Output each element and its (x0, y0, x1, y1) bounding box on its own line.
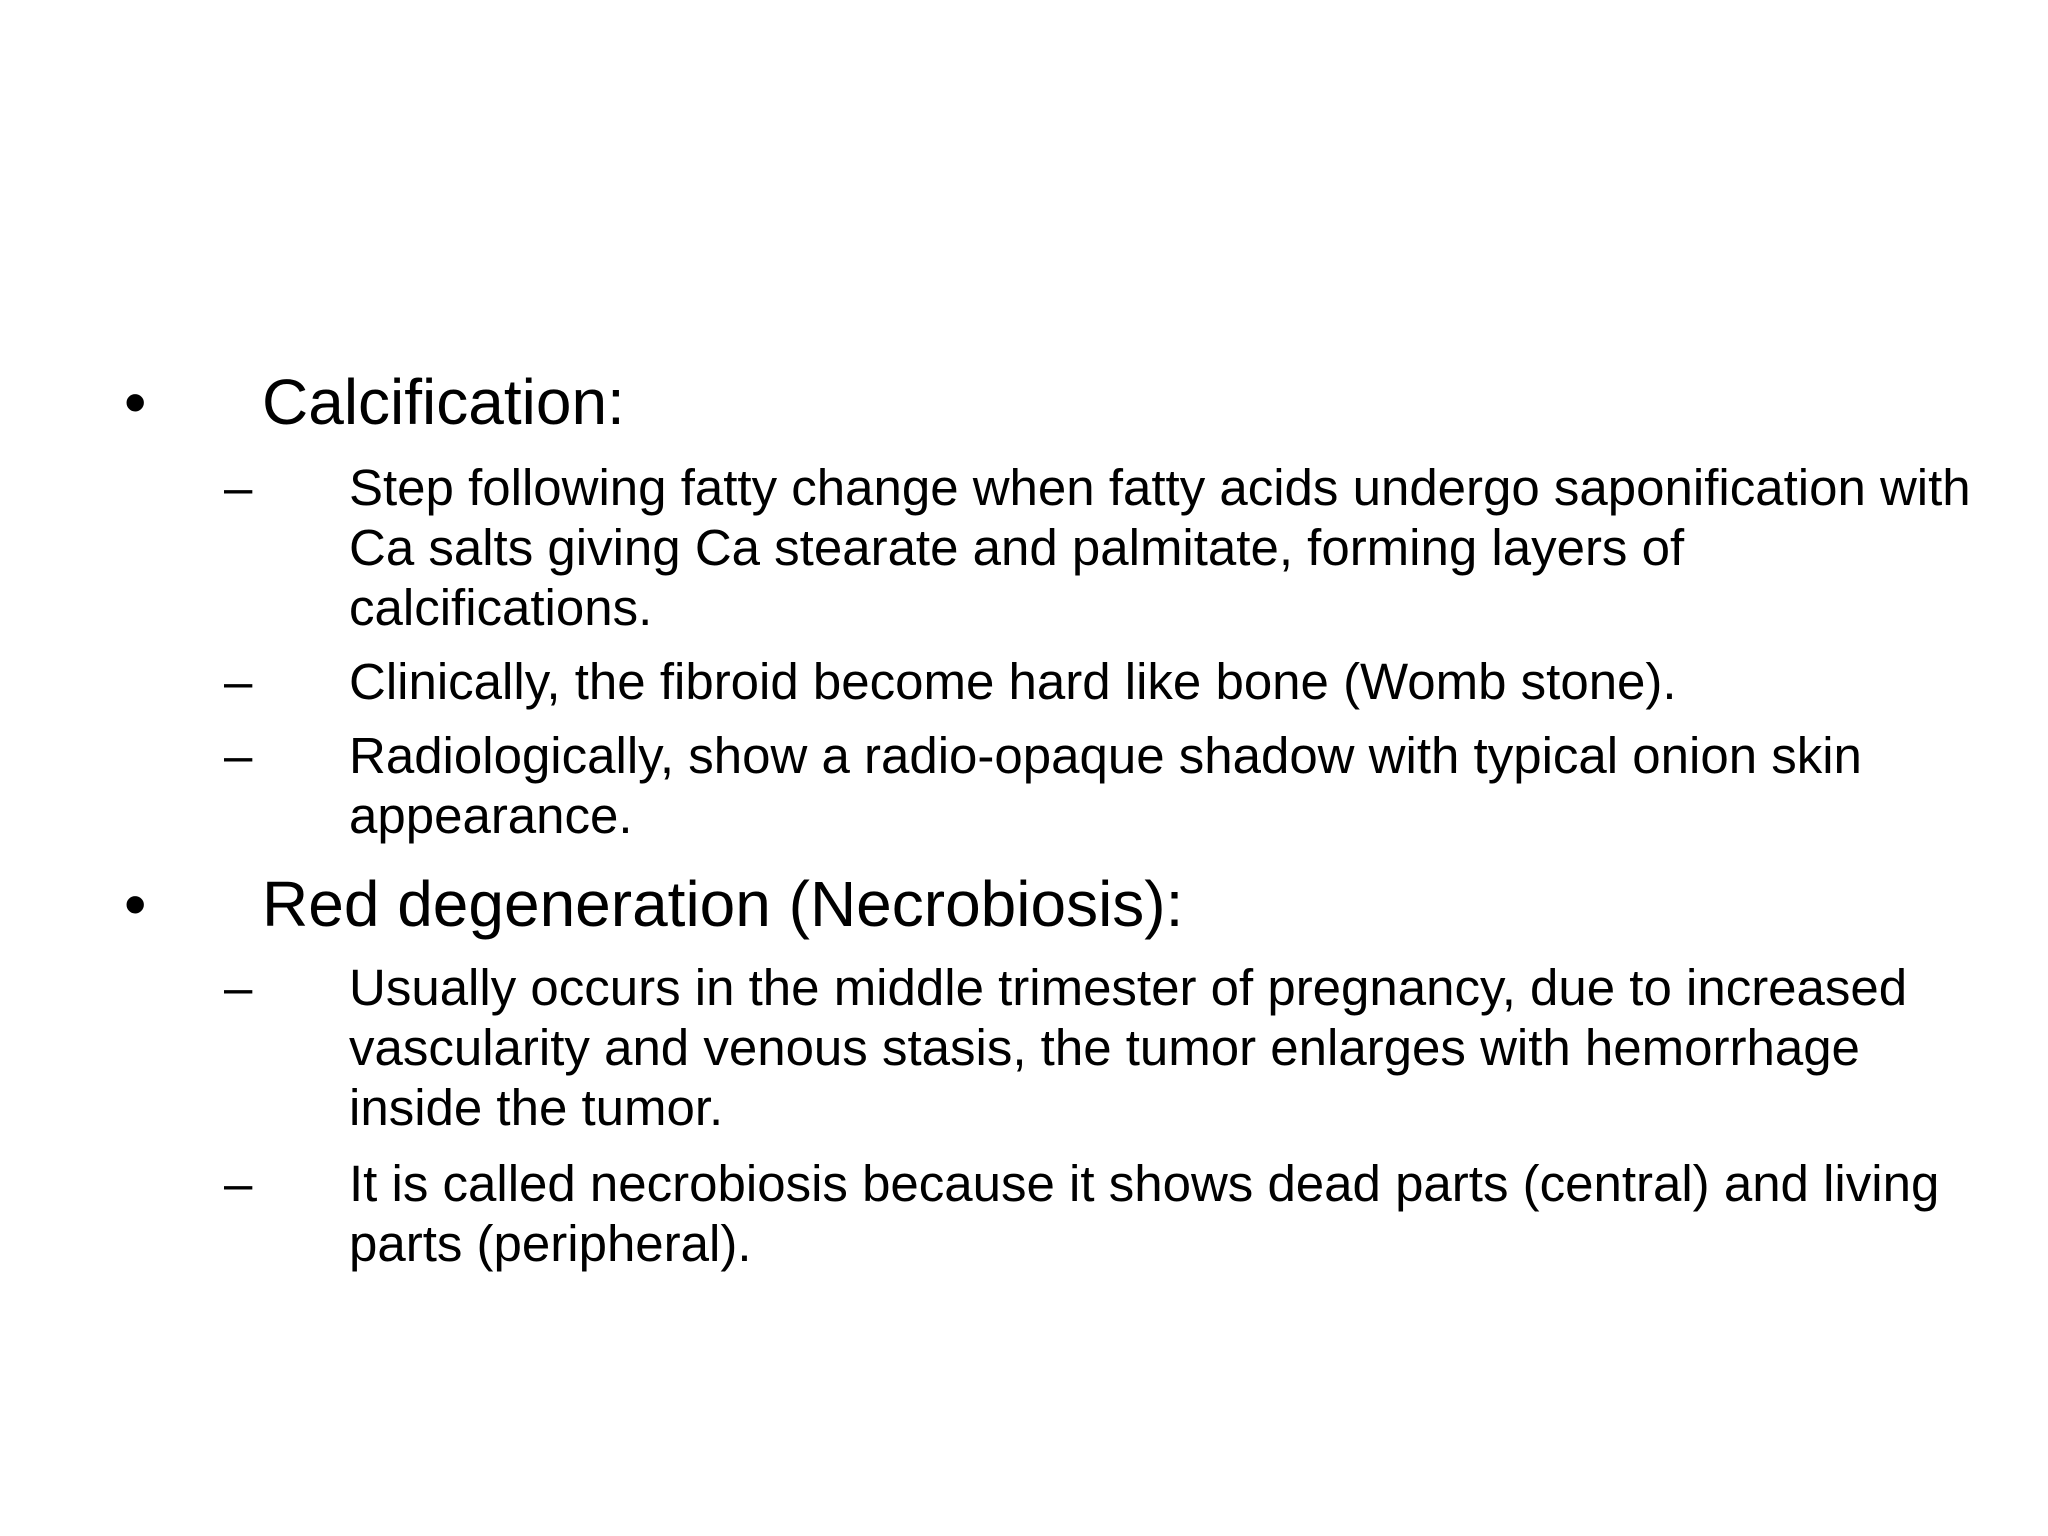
point-text: Radiologically, show a radio-opaque shadow with typical onion skin appearance. (349, 727, 1862, 844)
point-text: Clinically, the fibroid become hard like bone (Womb stone). (349, 653, 1677, 710)
heading-text: Red degeneration (Necrobiosis): (262, 868, 1184, 940)
bullet-icon: • (124, 868, 147, 940)
dash-icon: – (224, 959, 253, 1016)
dash-icon: – (224, 459, 253, 516)
dash-icon: – (224, 653, 253, 710)
bullet-icon: • (124, 366, 147, 438)
dash-icon: – (224, 727, 253, 784)
point-text: Step following fatty change when fatty acids undergo saponification with Ca salts giving Ca stearate and palmitate, forming layers of calcifications. (349, 459, 1971, 636)
heading-text: Calcification: (262, 366, 625, 438)
point-text: Usually occurs in the middle trimester of pregnancy, due to increased vascularity and venous stasis, the tumor enlarges with hemorrhage inside the tumor. (349, 959, 1908, 1136)
dash-icon: – (224, 1155, 253, 1212)
point-text: It is called necrobiosis because it shows dead parts (central) and living parts (peripheral). (349, 1155, 1940, 1272)
